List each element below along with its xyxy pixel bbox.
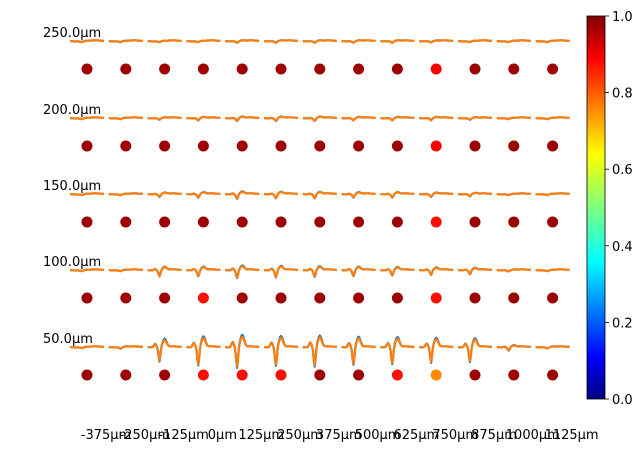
waveform-waveform-b-r3-c3: [186, 117, 220, 120]
channel-marker-r4-c4: [237, 64, 248, 75]
waveform-waveform-b-r1-c4: [225, 266, 259, 277]
waveform-waveform-b-r0-c8: [380, 339, 414, 363]
channel-marker-r3-c1: [120, 141, 131, 152]
channel-marker-r4-c5: [276, 64, 287, 75]
waveform-waveform-b-r0-c2: [148, 340, 182, 361]
channel-marker-r4-c6: [314, 64, 325, 75]
waveform-waveform-a-r0-c9: [419, 338, 453, 363]
waveform-waveform-a-r0-c6: [303, 336, 337, 367]
channel-marker-r2-c12: [547, 217, 558, 228]
waveform-waveform-b-r2-c4: [225, 192, 259, 199]
channel-marker-r0-c10: [470, 370, 481, 381]
channel-marker-r3-c4: [237, 141, 248, 152]
waveform-waveform-a-r0-c7: [342, 337, 376, 365]
waveform-waveform-b-r0-c9: [419, 339, 453, 361]
waveform-waveform-b-r2-c6: [303, 192, 337, 198]
channel-marker-r4-c11: [508, 64, 519, 75]
waveform-waveform-b-r3-c2: [148, 117, 182, 119]
channel-marker-r0-c6: [314, 370, 325, 381]
x-tick-label: -375µm: [80, 428, 132, 443]
channel-marker-r4-c12: [547, 64, 558, 75]
channel-marker-r1-c10: [470, 293, 481, 304]
waveform-waveform-b-r4-c3: [186, 40, 220, 42]
channel-marker-r2-c7: [353, 217, 364, 228]
waveform-waveform-b-r0-c7: [342, 338, 376, 363]
colorbar-tick-label: 0.0: [612, 393, 633, 408]
colorbar: [587, 10, 633, 408]
y-tick-label: 100.0µm: [43, 255, 102, 270]
channel-marker-r1-c3: [198, 293, 209, 304]
waveform-waveform-b-r1-c10: [458, 268, 492, 274]
channel-marker-r4-c9: [431, 64, 442, 75]
waveform-waveform-b-r4-c7: [342, 40, 376, 42]
channel-marker-r0-c7: [353, 370, 364, 381]
channel-marker-r3-c8: [392, 141, 403, 152]
channel-marker-r2-c0: [82, 217, 93, 228]
channel-marker-r3-c7: [353, 141, 364, 152]
waveform-waveform-b-r0-c12: [536, 346, 570, 348]
channel-marker-r0-c1: [120, 370, 131, 381]
channel-marker-r2-c11: [508, 217, 519, 228]
x-tick-label: 1000µm: [505, 428, 560, 443]
waveform-waveform-a-r0-c2: [148, 339, 182, 362]
waveform-waveform-a-r0-c10: [458, 338, 492, 362]
channel-marker-r1-c0: [82, 293, 93, 304]
waveform-waveform-b-r4-c12: [536, 40, 570, 42]
waveform-waveform-b-r2-c12: [536, 193, 570, 195]
waveform-waveform-b-r0-c4: [225, 337, 259, 367]
x-tick-label: 500µm: [354, 428, 401, 443]
waveform-waveform-b-r0-c10: [458, 340, 492, 362]
waveform-waveform-b-r1-c1: [109, 269, 143, 271]
x-tick-label: 625µm: [393, 428, 440, 443]
y-tick-label: 200.0µm: [43, 103, 102, 118]
x-tick-label: 125µm: [238, 428, 285, 443]
waveform-waveform-b-r1-c2: [148, 267, 182, 276]
waveform-waveform-a-r0-c8: [380, 337, 414, 364]
waveform-waveform-b-r4-c9: [419, 40, 453, 42]
colorbar-tick-label: 1.0: [612, 10, 633, 25]
waveform-waveform-b-r3-c6: [303, 117, 337, 121]
waveform-waveform-b-r3-c11: [497, 117, 531, 119]
waveform-waveform-b-r0-c3: [186, 338, 220, 364]
channel-marker-r4-c3: [198, 64, 209, 75]
waveform-waveform-b-r3-c5: [264, 117, 298, 121]
channel-marker-r4-c8: [392, 64, 403, 75]
waveform-traces: [70, 40, 570, 368]
channel-marker-r2-c10: [470, 217, 481, 228]
channel-marker-r0-c0: [82, 370, 93, 381]
waveform-waveform-b-r1-c5: [264, 267, 298, 278]
waveform-waveform-b-r1-c12: [536, 269, 570, 271]
channel-marker-r3-c2: [159, 141, 170, 152]
waveform-waveform-b-r1-c9: [419, 268, 453, 275]
waveform-waveform-b-r4-c1: [109, 40, 143, 42]
x-tick-label: 250µm: [277, 428, 323, 443]
channel-marker-r1-c7: [353, 293, 364, 304]
channel-marker-r0-c4: [237, 370, 248, 381]
channel-marker-r3-c0: [82, 141, 93, 152]
waveform-waveform-b-r2-c9: [419, 193, 453, 197]
waveform-waveform-b-r2-c10: [458, 193, 492, 196]
channel-marker-r2-c8: [392, 217, 403, 228]
x-tick-label: 750µm: [432, 428, 479, 443]
channel-marker-r3-c11: [508, 141, 519, 152]
channel-marker-r1-c2: [159, 293, 170, 304]
channel-marker-r1-c11: [508, 293, 519, 304]
x-tick-label: -250µm: [119, 428, 171, 443]
channel-marker-r0-c11: [508, 370, 519, 381]
x-tick-label: 375µm: [315, 428, 362, 443]
waveform-waveform-b-r2-c5: [264, 192, 298, 198]
waveform-waveform-b-r1-c3: [186, 267, 220, 276]
colorbar-tick-label: 0.6: [612, 163, 633, 179]
channel-marker-r2-c5: [276, 217, 287, 228]
channel-marker-r2-c9: [431, 217, 442, 228]
waveform-waveform-b-r4-c5: [264, 40, 298, 42]
colorbar-tick-label: 0.8: [612, 86, 633, 102]
channel-marker-r1-c9: [431, 293, 442, 304]
channel-marker-r3-c10: [470, 141, 481, 152]
waveform-waveform-a-r0-c3: [186, 336, 220, 365]
colorbar-tick-label: 0.4: [612, 239, 633, 255]
waveform-waveform-b-r1-c7: [342, 267, 376, 276]
waveform-waveform-b-r4-c6: [303, 40, 337, 42]
channel-marker-r3-c5: [276, 141, 287, 152]
channel-marker-r3-c6: [314, 141, 325, 152]
waveform-waveform-b-r2-c11: [497, 193, 531, 195]
channel-marker-r1-c12: [547, 293, 558, 304]
channel-marker-r3-c9: [431, 141, 442, 152]
x-tick-label: 1125µm: [544, 428, 599, 443]
channel-marker-r4-c2: [159, 64, 170, 75]
channel-marker-r3-c3: [198, 141, 209, 152]
waveform-waveform-a-r0-c4: [225, 335, 259, 368]
channel-markers: [82, 64, 559, 381]
x-tick-labels: [81, 428, 599, 443]
waveform-waveform-b-r1-c11: [497, 269, 531, 271]
waveform-waveform-b-r2-c3: [186, 192, 220, 197]
waveform-waveform-b-r0-c5: [264, 338, 298, 365]
colorbar-tick-label: 0.2: [612, 316, 633, 332]
y-tick-label: 150.0µm: [43, 179, 102, 194]
colorbar-gradient: [587, 16, 605, 399]
waveform-waveform-b-r0-c1: [109, 346, 143, 348]
waveform-waveform-b-r3-c12: [536, 117, 570, 119]
x-tick-label: -125µm: [158, 428, 209, 443]
channel-marker-r2-c2: [159, 217, 170, 228]
channel-marker-r0-c8: [392, 370, 403, 381]
waveform-waveform-b-r2-c2: [148, 193, 182, 197]
x-tick-label: 875µm: [471, 428, 517, 443]
waveform-waveform-b-r4-c4: [225, 40, 259, 42]
channel-marker-r3-c12: [547, 141, 558, 152]
y-tick-label: 50.0µm: [43, 332, 93, 347]
channel-marker-r4-c7: [353, 64, 364, 75]
waveform-waveform-b-r3-c9: [419, 117, 453, 120]
waveform-waveform-b-r3-c10: [458, 117, 492, 119]
channel-marker-r2-c6: [314, 217, 325, 228]
channel-marker-r2-c3: [198, 217, 209, 228]
waveform-waveform-b-r3-c1: [109, 117, 143, 119]
waveform-waveform-b-r2-c7: [342, 192, 376, 197]
waveform-waveform-b-r2-c8: [380, 192, 414, 197]
channel-marker-r1-c1: [120, 293, 131, 304]
channel-marker-r2-c1: [120, 217, 131, 228]
channel-marker-r0-c9: [431, 370, 442, 381]
channel-marker-r4-c1: [120, 64, 131, 75]
waveform-waveform-b-r0-c6: [303, 337, 337, 365]
channel-marker-r0-c3: [198, 370, 209, 381]
waveform-waveform-b-r3-c4: [225, 117, 259, 121]
channel-marker-r1-c6: [314, 293, 325, 304]
waveform-waveform-a-r0-c5: [264, 336, 298, 366]
waveform-waveform-b-r4-c10: [458, 40, 492, 42]
waveform-waveform-b-r3-c8: [380, 117, 414, 120]
channel-marker-r1-c4: [237, 293, 248, 304]
channel-marker-r0-c12: [547, 370, 558, 381]
channel-marker-r1-c8: [392, 293, 403, 304]
waveform-waveform-b-r4-c11: [497, 40, 531, 42]
channel-marker-r2-c4: [237, 217, 248, 228]
channel-marker-r0-c5: [276, 370, 287, 381]
y-tick-label: 250.0µm: [43, 26, 102, 41]
channel-marker-r4-c10: [470, 64, 481, 75]
waveform-waveform-b-r3-c7: [342, 117, 376, 120]
waveform-waveform-b-r2-c1: [109, 193, 143, 195]
waveform-waveform-b-r0-c11: [497, 345, 531, 350]
channel-marker-r0-c2: [159, 370, 170, 381]
waveform-waveform-b-r1-c8: [380, 267, 414, 275]
channel-marker-r4-c0: [82, 64, 93, 75]
waveform-waveform-b-r4-c8: [380, 40, 414, 42]
channel-marker-r1-c5: [276, 293, 287, 304]
x-tick-label: 0µm: [207, 428, 238, 443]
waveform-waveform-b-r4-c2: [148, 40, 182, 42]
waveform-waveform-b-r1-c6: [303, 267, 337, 277]
